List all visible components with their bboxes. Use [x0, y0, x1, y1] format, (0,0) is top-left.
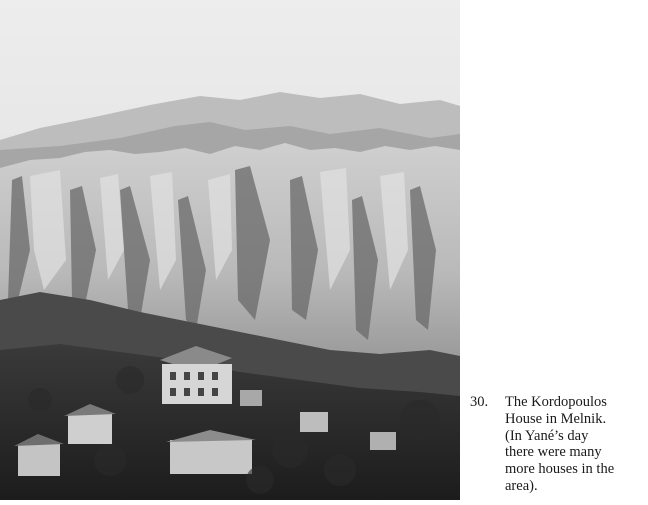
caption-text: The Kordopoulos House in Melnik. (In Yané’s day there were many more houses in the area).: [505, 394, 615, 494]
figure-number: 30.: [470, 394, 489, 410]
